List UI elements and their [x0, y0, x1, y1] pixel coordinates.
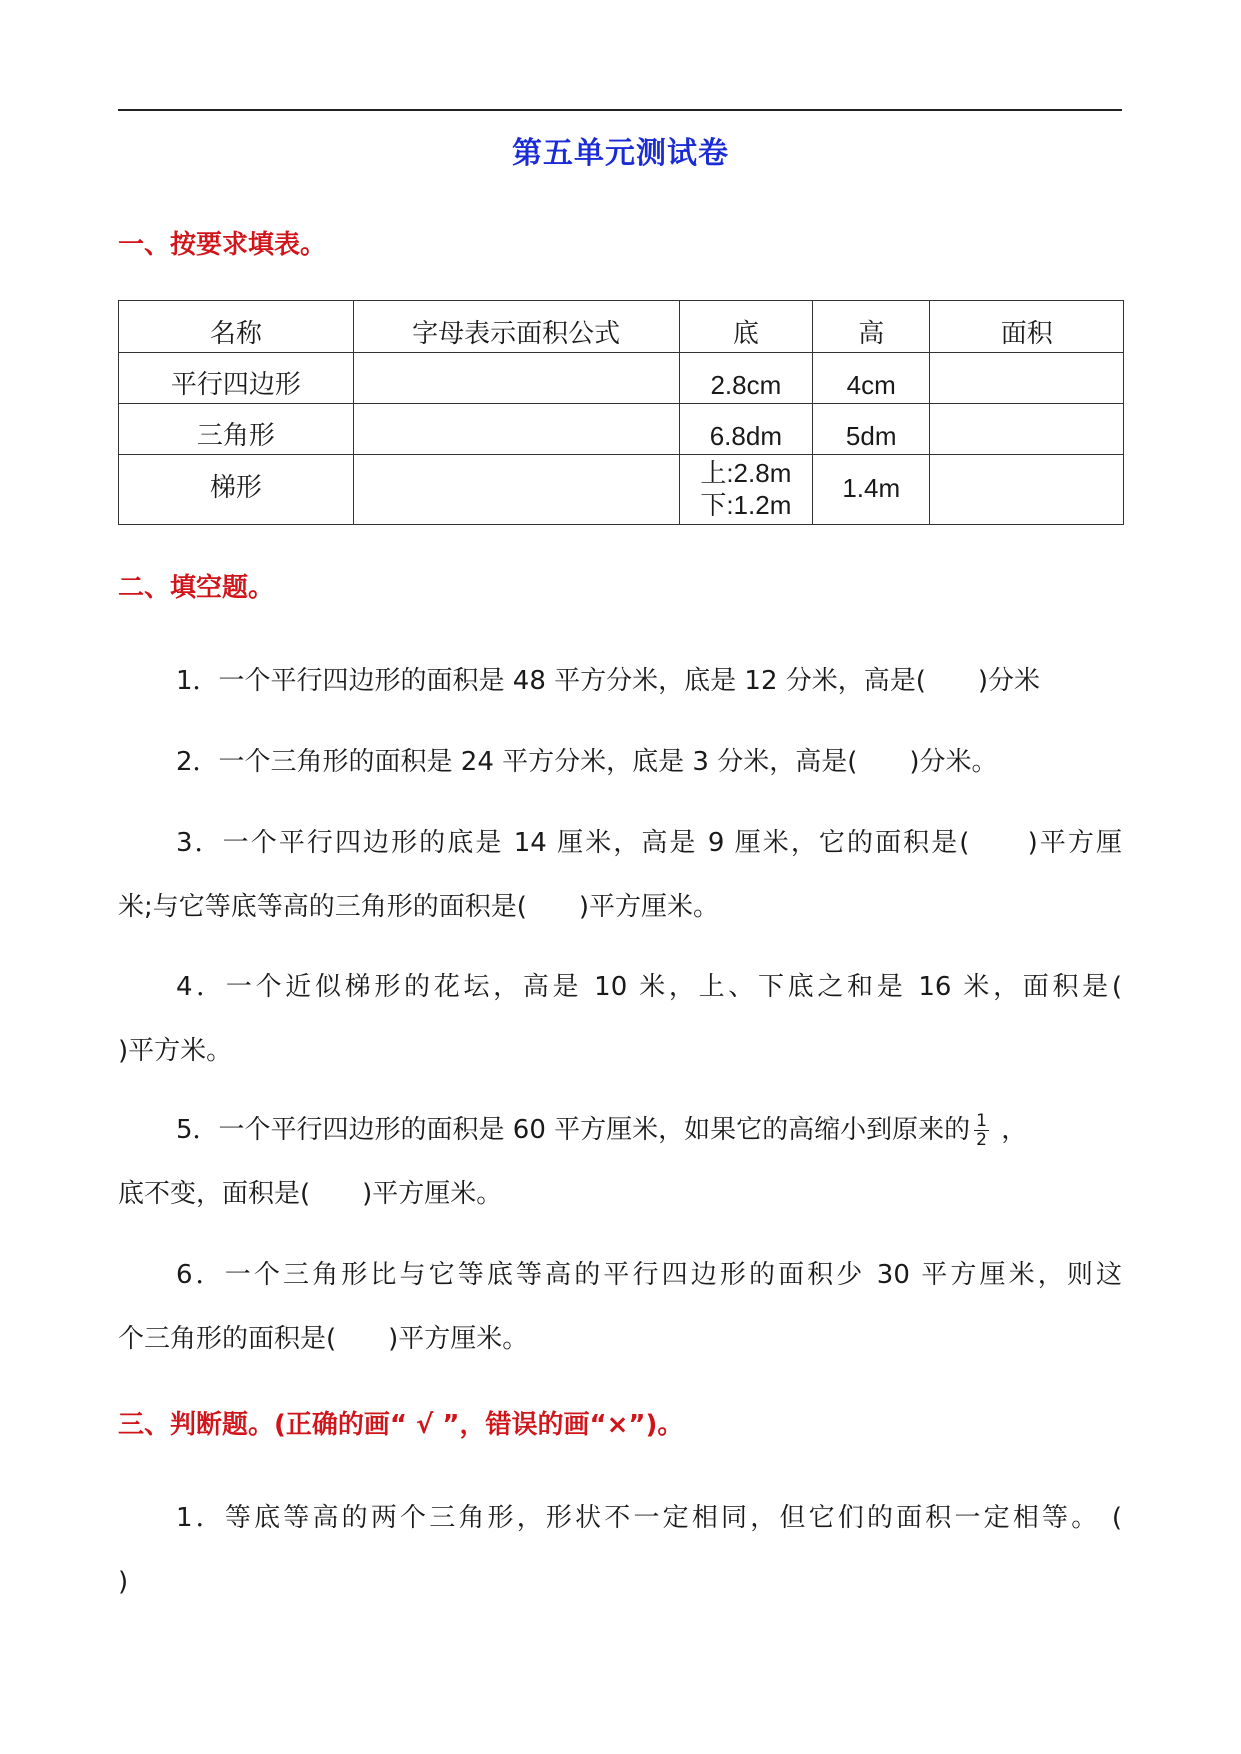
cell-height: 1.4m: [813, 455, 930, 525]
table-header-row: [119, 301, 1124, 353]
question-3: [118, 811, 1122, 939]
cell-formula[interactable]: [353, 404, 679, 455]
section-3-heading: 三、判断题。(正确的画“ √ ”，错误的画“×”)。: [118, 1410, 684, 1440]
cell-name: 平行四边形: [119, 353, 354, 404]
judge-question-1: [118, 1486, 1122, 1614]
question-6: [118, 1243, 1122, 1371]
cell-height: 4cm: [813, 353, 930, 404]
table-row: [119, 353, 1124, 404]
table-row: [119, 404, 1124, 455]
fraction-numerator: 1: [976, 1111, 987, 1131]
question-3-line-2: 米;与它等底等高的三角形的面积是( )平方厘米。: [118, 892, 720, 922]
cell-height: 5dm: [813, 404, 930, 455]
question-5-line-1: [118, 1098, 1122, 1162]
question-1: [118, 649, 1122, 713]
question-5-comma: ，: [992, 1115, 1028, 1145]
cell-name: 三角形: [119, 404, 354, 455]
question-5-line-2: 底不变，面积是( )平方厘米。: [118, 1179, 503, 1209]
fraction-one-half: [974, 1112, 989, 1149]
cell-base: 2.8cm: [679, 353, 812, 404]
header-formula: 字母表示面积公式: [353, 301, 679, 353]
header-area: 面积: [930, 301, 1124, 353]
judge-question-1-line-2: ): [118, 1567, 129, 1597]
question-4-line-1: 4．一个近似梯形的花坛，高是 10 米，上、下底之和是 16 米，面积是(: [176, 972, 1122, 1002]
section-1-heading: 一、按要求填表。: [118, 230, 327, 260]
cell-base-bottom: 下:1.2m: [700, 489, 792, 520]
question-2-text: 2．一个三角形的面积是 24 平方分米，底是 3 分米，高是( )分米。: [176, 747, 998, 777]
header-rule: [118, 109, 1122, 111]
cell-base: [679, 455, 812, 525]
cell-area[interactable]: [930, 404, 1124, 455]
header-base: 底: [679, 301, 812, 353]
header-name: 名称: [119, 301, 354, 353]
fraction-denominator: 2: [976, 1130, 987, 1150]
question-1-text: 1．一个平行四边形的面积是 48 平方分米，底是 12 分米，高是( )分米: [176, 666, 1041, 696]
question-6-line-2: 个三角形的面积是( )平方厘米。: [118, 1324, 529, 1354]
question-5-text: 5．一个平行四边形的面积是 60 平方厘米，如果它的高缩小到原来的: [176, 1115, 971, 1145]
judge-question-1-line-1: 1．等底等高的两个三角形，形状不一定相同，但它们的面积一定相等。 (: [176, 1503, 1122, 1533]
cell-name: 梯形: [119, 455, 354, 525]
header-height: 高: [813, 301, 930, 353]
section-2-heading: 二、填空题。: [118, 573, 275, 603]
table-row: [119, 455, 1124, 525]
question-4: [118, 955, 1122, 1083]
question-4-line-2: )平方米。: [118, 1036, 233, 1066]
cell-formula[interactable]: [353, 455, 679, 525]
fill-table: [118, 300, 1124, 525]
cell-formula[interactable]: [353, 353, 679, 404]
page-title: 第五单元测试卷: [512, 136, 729, 171]
cell-area[interactable]: [930, 353, 1124, 404]
cell-base-top: 上:2.8m: [700, 457, 792, 488]
question-5: [118, 1098, 1122, 1226]
question-3-line-1: 3．一个平行四边形的底是 14 厘米，高是 9 厘米，它的面积是( )平方厘: [176, 828, 1122, 858]
question-2: [118, 730, 1122, 794]
cell-area[interactable]: [930, 455, 1124, 525]
question-6-line-1: 6．一个三角形比与它等底等高的平行四边形的面积少 30 平方厘米，则这: [176, 1260, 1122, 1290]
cell-base: 6.8dm: [679, 404, 812, 455]
